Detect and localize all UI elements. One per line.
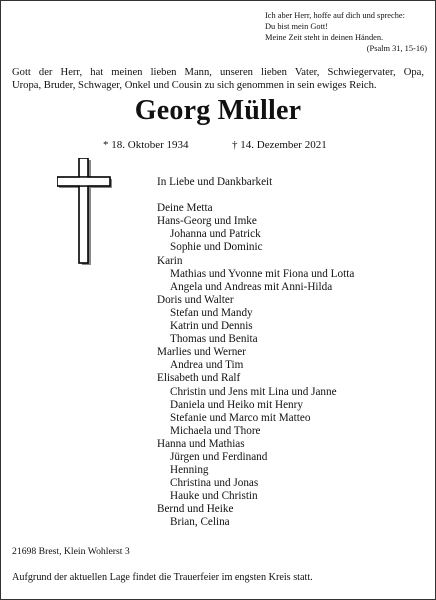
mourner-entry: Hans-Georg und Imke [157,215,257,228]
intro-text [12,66,424,92]
mourner-entry: Marlies und Werner [157,346,246,359]
mourner-entry: Angela und Andreas mit Anni-Hilda [170,280,333,293]
mourner-entry: Elisabeth und Ralf [157,372,241,385]
mourners-heading: In Liebe und Dankbarkeit [157,176,273,188]
mourner-entry: Stefan und Mandy [170,306,253,319]
mourner-entry: Michaela und Thore [170,424,261,437]
mourner-entry: Sophie und Dominic [170,241,263,254]
funeral-notice: Aufgrund der aktuellen Lage findet die Trauerfeier im engsten Kreis statt. [12,572,313,583]
mourners-list [157,176,427,530]
mourner-entry: Andrea und Tim [170,359,244,372]
mourner-entry: Mathias und Yvonne mit Fiona und Lotta [170,267,355,280]
mourner-entry: Henning [170,464,209,477]
mourner-entry: Hanna und Mathias [157,437,245,450]
verse-line-1: Ich aber Herr, hoffe auf dich und spreche: [265,11,405,20]
mourner-entry: Christina und Jonas [170,477,259,490]
bible-verse [265,11,427,55]
mourner-entry: Christin und Jens mit Lina und Janne [170,385,337,398]
family-address: 21698 Brest, Klein Wohlerst 3 [12,546,130,557]
mourner-entry: Brian, Celina [170,516,230,529]
mourner-entry: Daniela und Heiko mit Henry [170,398,303,411]
verse-line-3: Meine Zeit steht in deinen Händen. [265,32,384,42]
verse-reference: (Psalm 31, 15-16) [366,43,427,53]
mourner-entry: Karin [157,254,183,267]
mourner-entry: Katrin und Dennis [170,320,253,333]
cross-icon [57,158,113,266]
deceased-name: Georg Müller [134,95,302,126]
intro-line-2: Uropa, Bruder, Schwager, Onkel und Cousin zu sich genommen in sein ewiges Reich. [12,80,377,91]
mourner-entry: Thomas und Benita [170,333,258,346]
death-date: † 14. Dezember 2021 [232,139,327,151]
mourner-entry: Stefanie und Marco mit Matteo [170,411,311,424]
mourner-rows [157,202,427,529]
intro-line-1: Gott der Herr, hat meinen lieben Mann, unseren lieben Vater, Schwiegervater, Opa, [12,67,424,78]
mourner-entry: Doris und Walter [157,293,234,306]
mourner-entry: Bernd und Heike [157,503,234,516]
mourner-entry: Hauke und Christin [170,490,258,503]
mourner-entry: Deine Metta [157,202,213,215]
birth-date: * 18. Oktober 1934 [103,139,189,151]
verse-line-2: Du bist mein Gott! [265,21,329,31]
mourner-entry: Jürgen und Ferdinand [170,450,268,463]
mourner-entry: Johanna und Patrick [170,228,261,241]
